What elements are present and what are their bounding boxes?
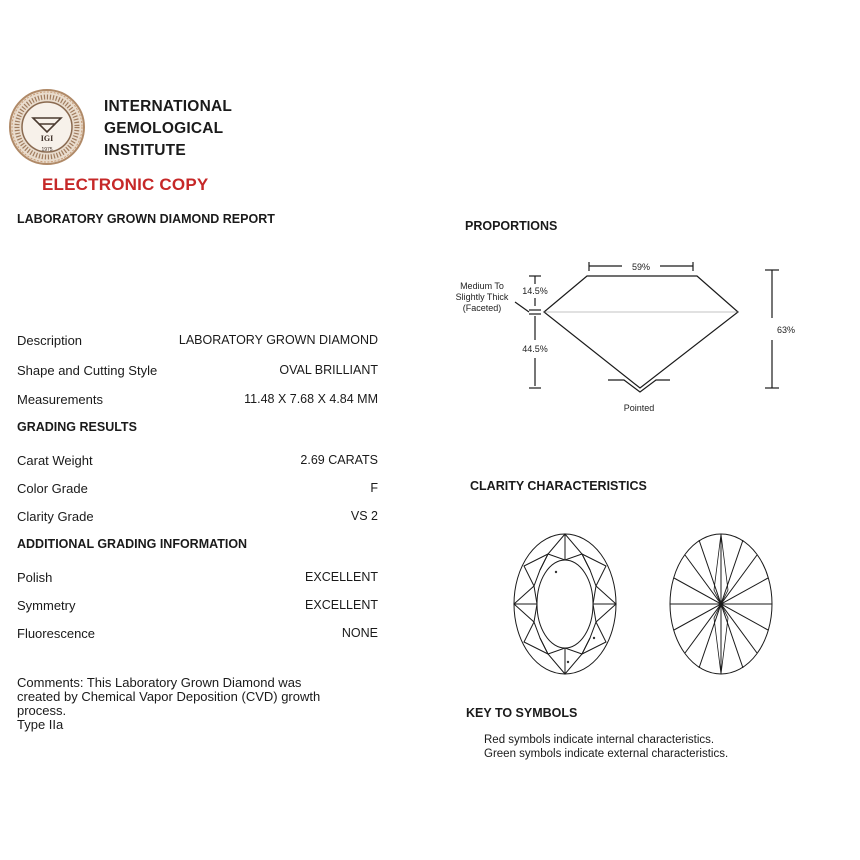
clarity-plot-pavilion xyxy=(666,530,776,678)
measurements-value: 11.48 X 7.68 X 4.84 MM xyxy=(244,392,378,406)
girdle-line-2: Slightly Thick xyxy=(455,292,509,302)
polish-value: EXCELLENT xyxy=(305,570,378,584)
institute-line-3: INSTITUTE xyxy=(104,142,186,159)
shape-label: Shape and Cutting Style xyxy=(17,363,158,378)
culet-label: Pointed xyxy=(623,403,655,413)
table-percent: 59% xyxy=(631,262,651,272)
clarity-grade-value: VS 2 xyxy=(350,509,378,523)
svg-text:1975: 1975 xyxy=(41,147,53,153)
symmetry-label: Symmetry xyxy=(17,598,76,613)
shape-value: OVAL BRILLIANT xyxy=(279,363,378,377)
institute-line-1: INTERNATIONAL xyxy=(104,98,233,115)
color-grade-value: F xyxy=(370,481,378,495)
clarity-grade-label: Clarity Grade xyxy=(17,509,94,524)
report-title: LABORATORY GROWN DIAMOND REPORT xyxy=(17,212,275,226)
inclusion-mark xyxy=(593,637,595,639)
comments-line: Type IIa xyxy=(17,717,64,732)
igi-logo-seal xyxy=(8,88,86,166)
diamond-profile-outline xyxy=(544,276,738,388)
institute-name xyxy=(104,96,232,162)
carat-weight-value: 2.69 CARATS xyxy=(300,453,378,467)
fluorescence-label: Fluorescence xyxy=(17,626,96,641)
symmetry-value: EXCELLENT xyxy=(305,598,378,612)
institute-line-2: GEMOLOGICAL xyxy=(104,120,224,137)
inclusion-mark xyxy=(567,661,569,663)
proportions-heading: PROPORTIONS xyxy=(465,219,558,233)
depth-percent: 63% xyxy=(776,325,796,335)
svg-text:IGI: IGI xyxy=(40,134,54,143)
polish-label: Polish xyxy=(17,570,53,585)
additional-info-heading: ADDITIONAL GRADING INFORMATION xyxy=(17,537,248,551)
key-green-symbols: Green symbols indicate external characteristics. xyxy=(484,748,729,760)
comments-line: process. xyxy=(17,703,67,718)
girdle-line-1: Medium To xyxy=(460,281,504,291)
clarity-plot-crown xyxy=(510,530,620,678)
color-grade-label: Color Grade xyxy=(17,481,88,496)
crown-percent: 14.5% xyxy=(522,286,548,296)
comments-line: Comments: This Laboratory Grown Diamond was xyxy=(17,675,302,690)
comments-block xyxy=(17,676,377,732)
girdle-line-3: (Faceted) xyxy=(462,303,502,313)
description-label: Description xyxy=(17,333,83,348)
carat-weight-label: Carat Weight xyxy=(17,453,93,468)
measurements-label: Measurements xyxy=(17,392,103,407)
comments-line: created by Chemical Vapor Deposition (CVD) growth xyxy=(17,689,321,704)
key-red-symbols: Red symbols indicate internal characteristics. xyxy=(484,734,715,746)
key-symbols-heading: KEY TO SYMBOLS xyxy=(466,706,578,720)
electronic-copy-label: ELECTRONIC COPY xyxy=(42,175,209,194)
inclusion-mark xyxy=(555,571,557,573)
description-value: LABORATORY GROWN DIAMOND xyxy=(178,333,378,347)
fluorescence-value: NONE xyxy=(341,626,378,640)
pavilion-percent: 44.5% xyxy=(522,344,548,354)
clarity-heading: CLARITY CHARACTERISTICS xyxy=(470,479,647,493)
grading-results-heading: GRADING RESULTS xyxy=(17,420,137,434)
